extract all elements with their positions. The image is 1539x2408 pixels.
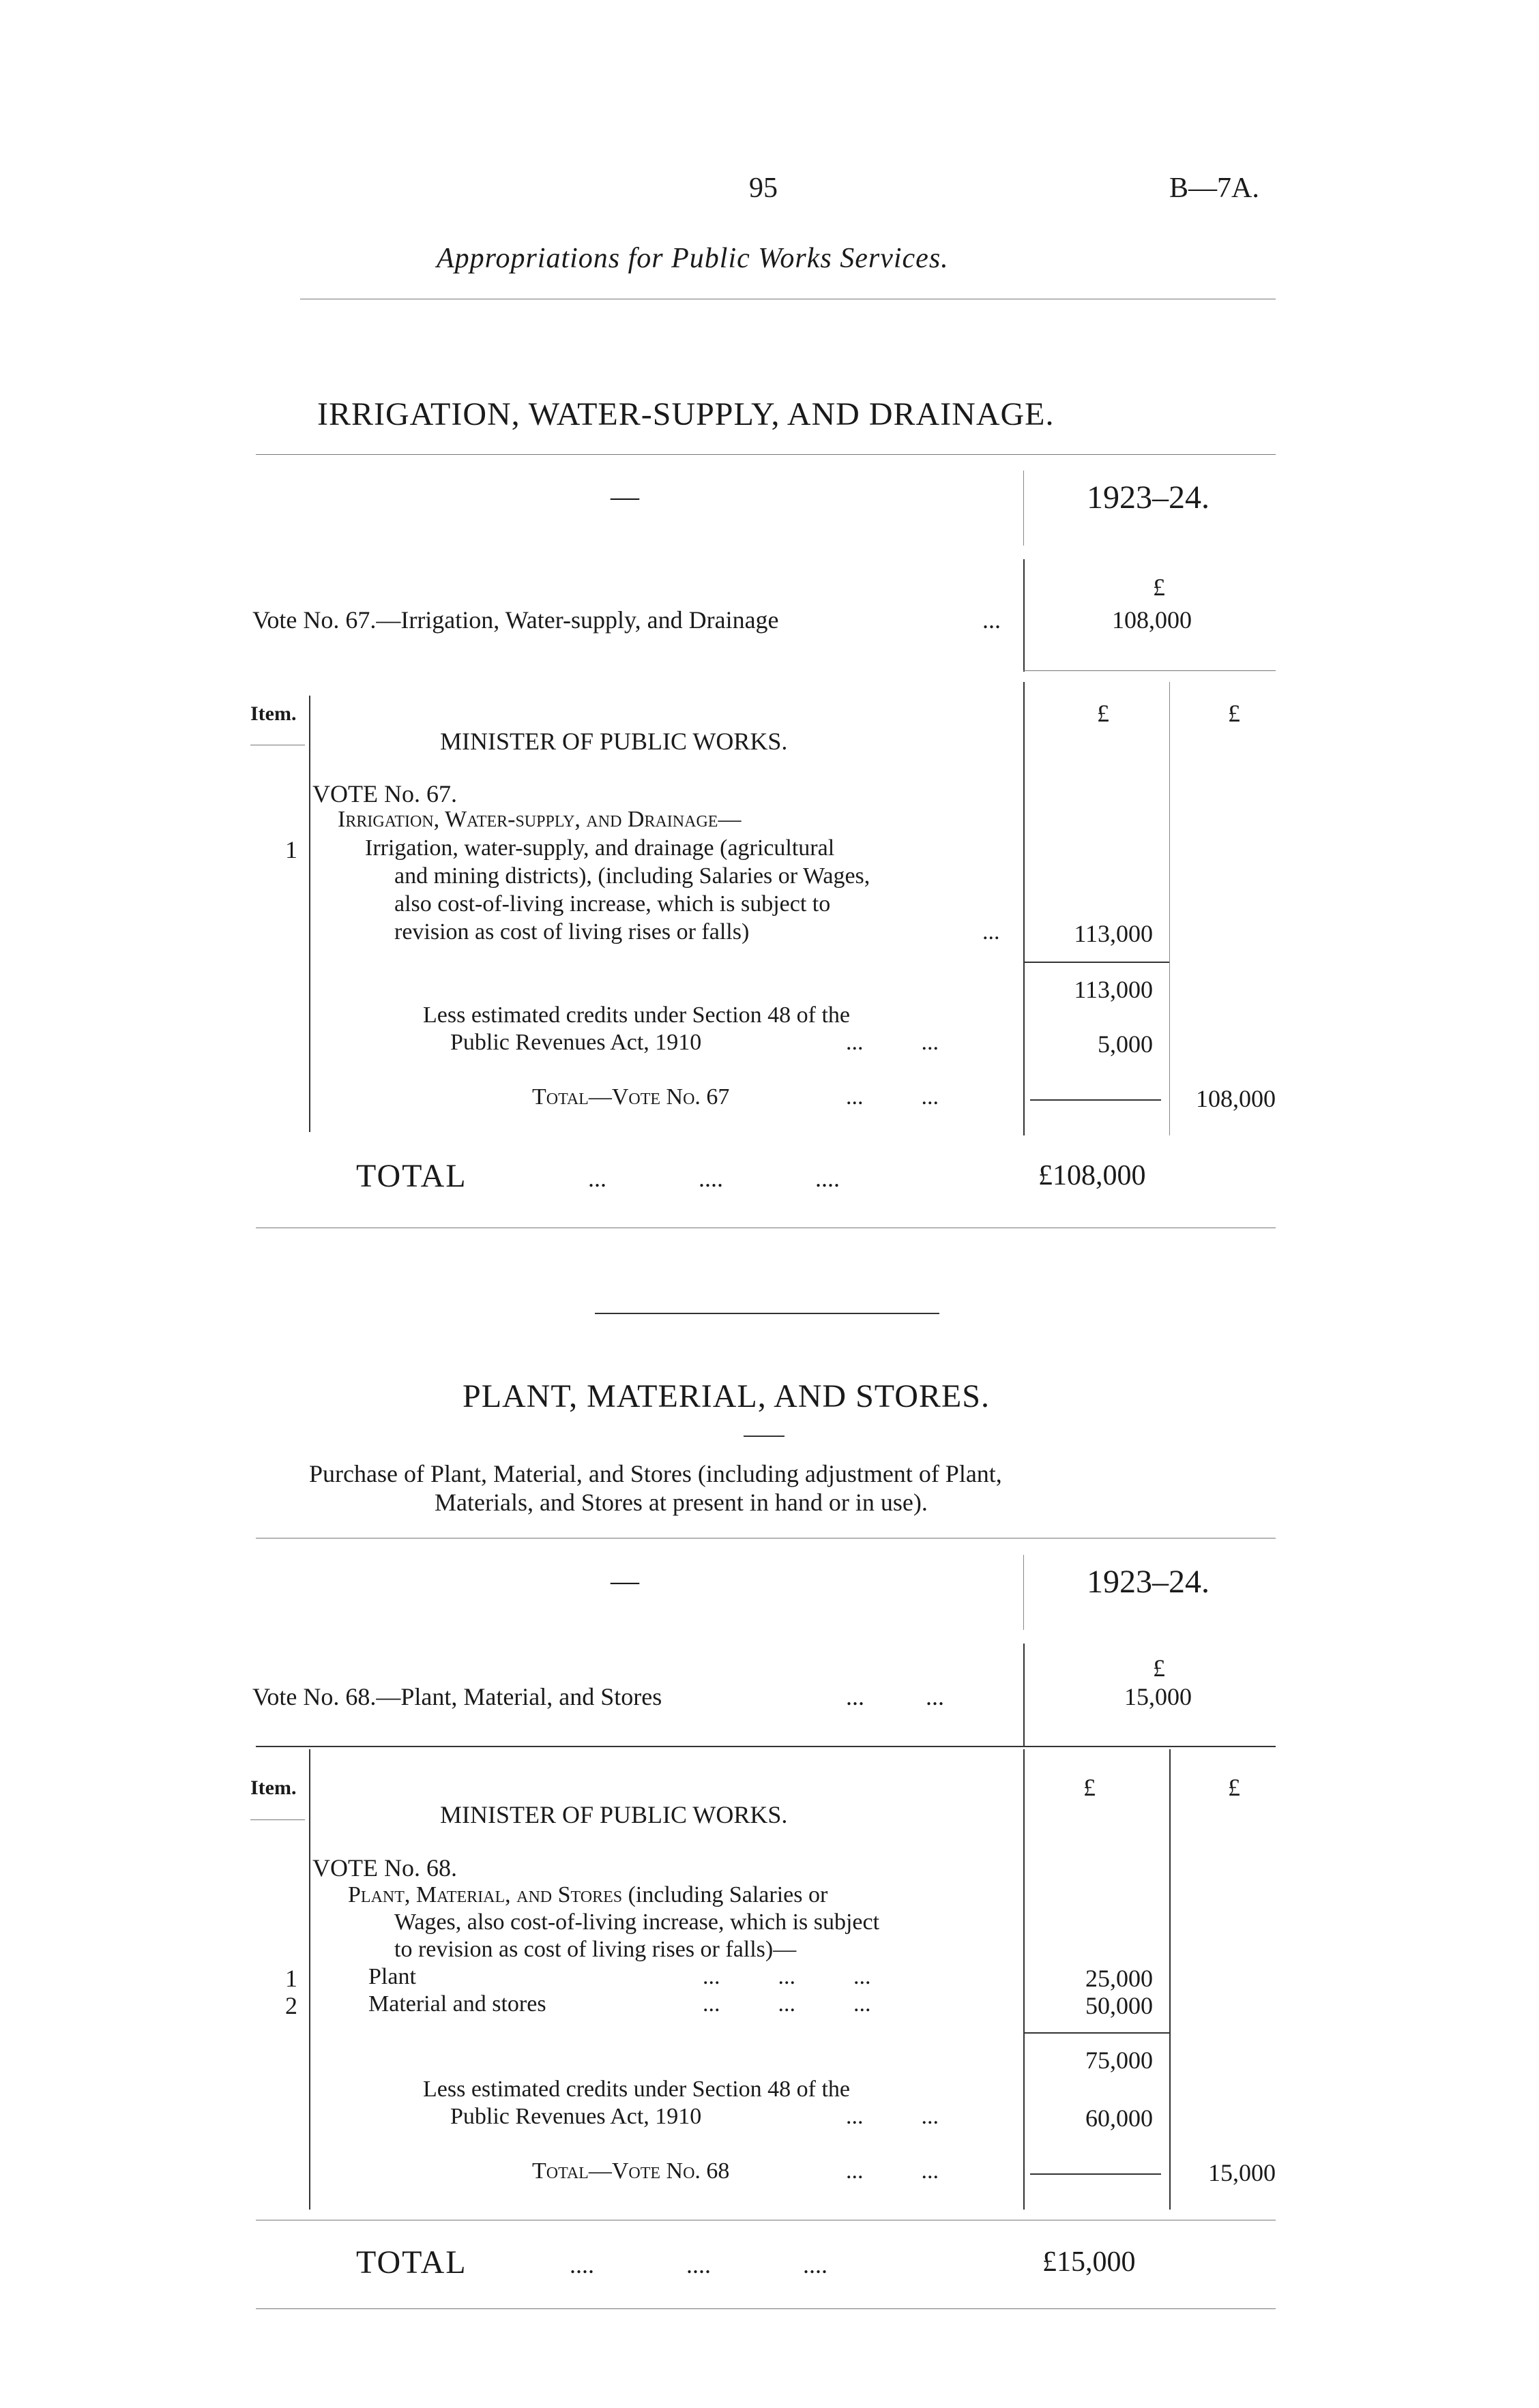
section-divider-rule: [595, 1313, 939, 1314]
document-reference: B—7A.: [1169, 173, 1259, 204]
s2-grand-total-dots: .... .... ....: [570, 2251, 827, 2278]
s1-vote-dots: ...: [982, 606, 1001, 634]
section-2-title-dash: [744, 1436, 785, 1437]
s2-table-top-rule: [256, 1746, 1276, 1747]
s1-subhead: Irrigation, Water-supply, and Drainage—: [338, 807, 742, 832]
s2-vote-label: Vote No. 68.—Plant, Material, and Stores: [252, 1683, 662, 1710]
s1-less-dots: ... ...: [846, 1030, 939, 1055]
s1-vote-number: VOTE No. 67.: [312, 780, 457, 807]
s2-item-2-dots: ... ... ...: [703, 1991, 871, 2017]
s1-total-vote-dash: [1030, 1099, 1161, 1101]
s2-item-2-amount: 50,000: [1085, 1992, 1153, 2019]
s1-vote-label: Vote No. 67.—Irrigation, Water-supply, and Drainage: [252, 606, 779, 634]
s1-less-line-1: Less estimated credits under Section 48 of the: [423, 1002, 850, 1028]
s1-total-vote-label: Total—Vote No. 67: [532, 1084, 730, 1110]
s2-subhead-line-3: to revision as cost of living rises or falls)—: [394, 1937, 797, 1962]
s1-item-line-1: Irrigation, water-supply, and drainage (agricultural: [365, 835, 835, 861]
s1-grand-total-amount: £108,000: [1038, 1160, 1146, 1191]
s1-subtotal-amount: 113,000: [1074, 976, 1153, 1003]
section-2-top-rule: [256, 1538, 1276, 1539]
s2-vote-divider: [1023, 1644, 1025, 1746]
s2-vote-amount: 15,000: [1124, 1683, 1192, 1710]
s1-total-vote-amount: 108,000: [1196, 1085, 1276, 1112]
s1-less-line-2: Public Revenues Act, 1910: [450, 1030, 702, 1055]
s2-grand-total-amount: £15,000: [1042, 2246, 1136, 2278]
s2-item-1-dots: ... ... ...: [703, 1964, 871, 1989]
s2-grand-total-label: TOTAL: [356, 2244, 467, 2280]
s2-less-dots: ... ...: [846, 2104, 939, 2129]
s2-pound-col1: £: [1083, 1774, 1096, 1801]
s2-item-1-number: 1: [285, 1965, 297, 1992]
s2-item-header-rule: [250, 1819, 305, 1820]
s2-subhead-rest: (including Salaries or: [622, 1882, 828, 1907]
s2-item-column-line: [309, 1749, 310, 2210]
s1-vote-amount: 108,000: [1112, 606, 1192, 634]
s2-header-divider: [1023, 1555, 1024, 1630]
s2-less-amount: 60,000: [1085, 2105, 1153, 2132]
s1-subtotal-rule: [1023, 962, 1169, 963]
s2-description-line-2: Materials, and Stores at present in hand or in use).: [435, 1489, 928, 1516]
s1-item-dots: ...: [982, 919, 1000, 945]
s1-minister-heading: MINISTER OF PUBLIC WORKS.: [440, 728, 788, 755]
s2-subhead-line-1: [348, 1882, 827, 1908]
s2-pound-col2: £: [1228, 1774, 1240, 1801]
s2-column-year: 1923–24.: [1087, 1564, 1210, 1600]
section-2-title: PLANT, MATERIAL, AND STORES.: [463, 1378, 990, 1414]
s1-item-amount: 113,000: [1074, 920, 1153, 947]
s2-subtotal-amount: 75,000: [1085, 2047, 1153, 2074]
section-1-title: IRRIGATION, WATER-SUPPLY, AND DRAINAGE.: [317, 396, 1055, 432]
s1-header-divider: [1023, 471, 1024, 546]
s2-amount-column-line: [1023, 1749, 1025, 2210]
s1-item-header: Item.: [250, 702, 297, 725]
s2-total-vote-dash: [1030, 2173, 1161, 2175]
s2-column-dash: —: [611, 1566, 639, 1597]
s1-grand-total-dots: ... .... ....: [588, 1165, 840, 1192]
s2-description-line-1: Purchase of Plant, Material, and Stores (including adjustment of Plant,: [309, 1460, 1002, 1487]
s2-item-1-label: Plant: [368, 1964, 416, 1989]
s1-item-line-2: and mining districts), (including Salaries or Wages,: [394, 863, 870, 889]
s1-pound-col2: £: [1228, 700, 1240, 727]
s1-item-column-line: [309, 696, 310, 1132]
s1-item-line-3: also cost-of-living increase, which is subject to: [394, 891, 831, 917]
s2-total-vote-label: Total—Vote No. 68: [532, 2158, 730, 2184]
page-subtitle: Appropriations for Public Works Services.: [437, 243, 949, 274]
s1-grand-total-label: TOTAL: [356, 1158, 467, 1194]
s1-column-year: 1923–24.: [1087, 479, 1210, 516]
s2-subhead-line-2: Wages, also cost-of-living increase, which is subject: [394, 1909, 880, 1935]
s2-minister-heading: MINISTER OF PUBLIC WORKS.: [440, 1801, 788, 1828]
s1-total-vote-dots: ... ...: [846, 1084, 939, 1110]
s1-table-top-rule: [1023, 670, 1276, 671]
s2-vote-number: VOTE No. 68.: [312, 1854, 457, 1882]
s2-vote-currency: £: [1153, 1654, 1165, 1682]
s1-item-number: 1: [285, 836, 297, 863]
s2-total-vote-amount: 15,000: [1208, 2159, 1276, 2186]
s2-total-vote-dots: ... ...: [846, 2158, 939, 2184]
section-1-top-rule: [256, 454, 1276, 455]
s2-vote-dots: ... ...: [846, 1683, 944, 1710]
s1-amount-column-line: [1023, 682, 1025, 1135]
s2-item-1-amount: 25,000: [1085, 1965, 1153, 1992]
s1-pound-col1: £: [1097, 700, 1109, 727]
s1-item-line-4: revision as cost of living rises or falls): [394, 919, 750, 945]
s2-bottom-rule: [256, 2308, 1276, 2309]
s2-less-line-1: Less estimated credits under Section 48 of the: [423, 2077, 850, 2102]
s1-less-amount: 5,000: [1098, 1030, 1153, 1058]
s2-item-2-label: Material and stores: [368, 1991, 546, 2017]
s2-item-2-number: 2: [285, 1992, 297, 2019]
s2-item-header: Item.: [250, 1777, 297, 1799]
s1-vote-divider: [1023, 559, 1025, 672]
s2-subhead-smallcaps: Plant, Material, and Stores: [348, 1882, 623, 1907]
s1-vote-currency: £: [1153, 574, 1165, 601]
s2-less-line-2: Public Revenues Act, 1910: [450, 2104, 702, 2129]
s2-subtotal-rule: [1023, 2032, 1169, 2034]
page-number: 95: [749, 173, 778, 204]
s2-total-column-line: [1169, 1749, 1171, 2210]
s1-column-dash: —: [611, 481, 639, 513]
s1-total-column-line: [1169, 682, 1170, 1135]
